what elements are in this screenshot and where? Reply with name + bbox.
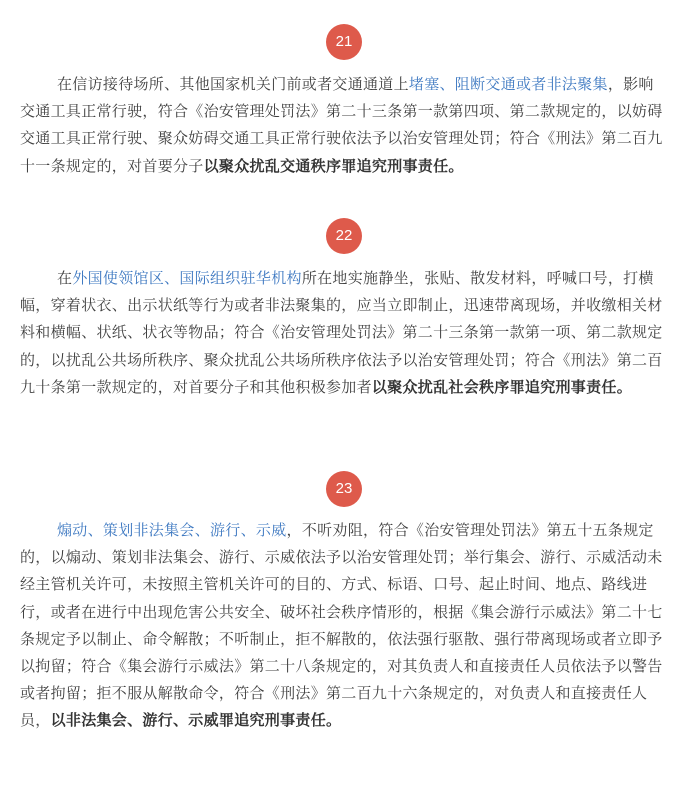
paragraph-21: [20, 71, 666, 180]
paragraph-23-conclusion: 以非法集会、游行、示威罪追究刑事责任。: [50, 711, 342, 730]
paragraph-21-conclusion: 以聚众扰乱交通秩序罪追究刑事责任。: [203, 156, 464, 175]
paragraph-21-body: ，影响交通工具正常行驶，符合《治安管理处罚法》第二十三条第一款第四项、第二款规定的，以妨碍交通工具正常行驶、聚众妨碍交通工具正常行驶依法予以治安管理处罚；符合《刑法》第二百九十一条规定的，对首要分子: [20, 75, 663, 175]
paragraph-22: [20, 265, 666, 401]
paragraph-22-highlight: 外国使领馆区、国际组织驻华机构: [72, 269, 302, 287]
paragraph-21-highlight: 堵塞、阻断交通或者非法聚集: [408, 75, 608, 93]
paragraph-21-lead: 在信访接待场所、其他国家机关门前或者交通通道上: [57, 75, 409, 93]
number-badge-23: 23: [326, 471, 362, 507]
paragraph-23-body: ，不听劝阻，符合《治安管理处罚法》第五十五条规定的，以煽动、策划非法集会、游行、示威依法予以治安管理处罚；举行集会、游行、示威活动未经主管机关许可，未按照主管机关许可的目的、方式、标语、口号、起止时间、地点、路线进行，或者在进行中出现危害公共安全、破坏社会秩序情形的，根据《集会游行示威法》第二十七条规定予以制止、命令解散；不听制止，拒不解散的，依法强行驱散、强行带离现场或者立即予以拘留；符合《集会游行示威法》第二十八条规定的，对其负责人和直接责任人员依法予以警告或者拘留；拒不服从解散命令，符合《刑法》第二百九十六条规定的，对负责人和直接责任人员，: [20, 521, 663, 730]
paragraph-22-conclusion: 以聚众扰乱社会秩序罪追究刑事责任。: [371, 377, 633, 396]
number-badge-21: 21: [326, 24, 362, 60]
paragraph-23-highlight: 煽动、策划非法集会、游行、示威: [57, 521, 287, 539]
paragraph-22-body: 所在地实施静坐，张贴、散发材料，呼喊口号，打横幅，穿着状衣、出示状纸等行为或者非法聚集的，应当立即制止，迅速带离现场，并收缴相关材料和横幅、状纸、状衣等物品；符合《治安管理处罚法》第二十三条第一款第一项、第二款规定的，以扰乱公共场所秩序、聚众扰乱公共场所秩序依法予以治安管理处罚；符合《刑法》第二百九十条第一款规定的，对首要分子和其他积极参加者: [20, 269, 663, 396]
paragraph-22-lead: 在: [57, 269, 73, 287]
paragraph-23: [20, 517, 666, 735]
number-badge-22: 22: [326, 218, 362, 254]
